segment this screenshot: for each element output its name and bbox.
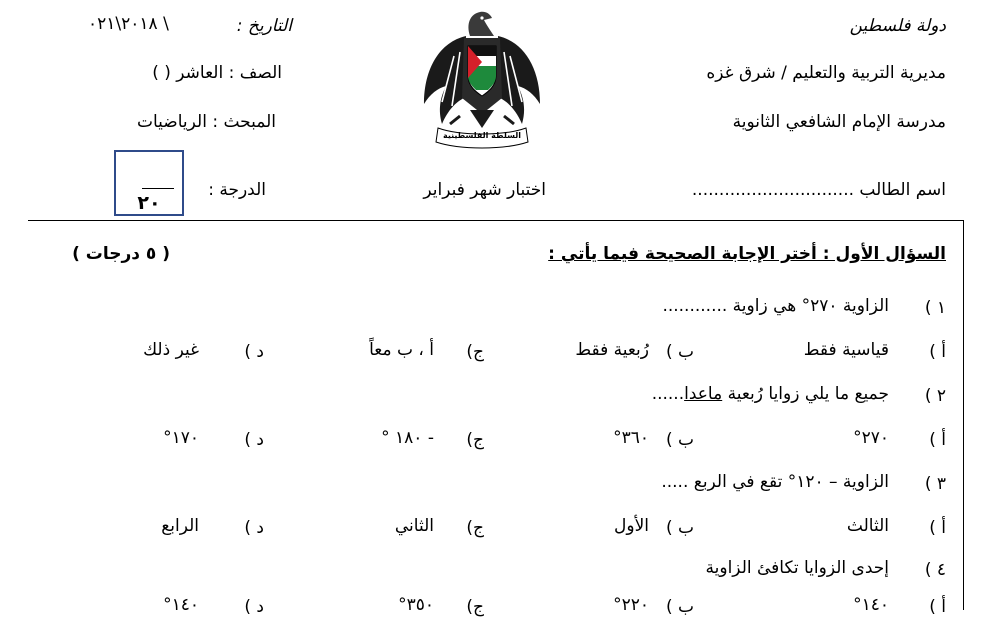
option-text: أ ، ب معاً — [369, 340, 434, 360]
option-text: ١٤٠° — [853, 595, 889, 615]
option-letter: ب ) — [665, 518, 694, 538]
option-text: الرابع — [161, 516, 199, 536]
palestinian-eagle-emblem — [420, 6, 544, 150]
option-letter: أ ) — [929, 342, 946, 362]
option-text: الثاني — [394, 516, 434, 536]
option-letter: أ ) — [929, 597, 946, 617]
eagle-emblem-icon — [420, 6, 544, 150]
option-letter: ج) — [466, 342, 484, 362]
option-text: ٢٧٠° — [853, 428, 889, 448]
option-text: ٣٥٠° — [398, 595, 434, 615]
option-letter: د ) — [244, 430, 264, 450]
question-text: جميع ما يلي زوايا رُبعية ماعدا...... — [651, 384, 889, 404]
question-text: إحدى الزوايا تكافئ الزاوية — [705, 558, 889, 578]
option-letter: د ) — [244, 597, 264, 617]
state-name: دولة فلسطين — [849, 16, 946, 36]
section-title: السؤال الأول : أختر الإجابة الصحيحة فيما يأتي : — [548, 244, 946, 264]
option-text: رُبعية فقط — [575, 340, 649, 360]
header-divider — [28, 220, 963, 221]
question-number: ٢ ) — [924, 386, 946, 406]
option-letter: ب ) — [665, 342, 694, 362]
school-name: مدرسة الإمام الشافعي الثانوية — [732, 112, 946, 132]
option-text: ٢٢٠° — [613, 595, 649, 615]
date-value: ٢٠١٨\٠٢١ \ — [88, 14, 169, 34]
option-letter: ج) — [466, 597, 484, 617]
option-letter: ج) — [466, 518, 484, 538]
grade-label: الدرجة : — [208, 180, 266, 200]
date-label: التاريخ : — [236, 16, 292, 36]
option-letter: ب ) — [665, 597, 694, 617]
option-letter: ب ) — [665, 430, 694, 450]
question-number: ١ ) — [924, 298, 946, 318]
question-number: ٤ ) — [924, 560, 946, 580]
question-number: ٣ ) — [924, 474, 946, 494]
option-text: ١٤٠° — [163, 595, 199, 615]
option-letter: ج) — [466, 430, 484, 450]
option-text: الثالث — [846, 516, 889, 536]
student-name-field: اسم الطالب .............................. — [691, 180, 946, 200]
grade-total: ٢٠ — [137, 192, 161, 214]
section-marks: ( ٥ درجات ) — [72, 244, 170, 264]
right-margin-line — [963, 220, 964, 610]
question-text: الزاوية ٢٧٠° هي زاوية ............ — [662, 296, 889, 316]
directorate-name: مديرية التربية والتعليم / شرق غزه — [706, 63, 946, 83]
emblem-caption: السلطة الفلسطينية — [443, 131, 521, 140]
option-letter: أ ) — [929, 518, 946, 538]
option-text: قياسية فقط — [803, 340, 889, 360]
option-letter: د ) — [244, 342, 264, 362]
option-text: الأول — [614, 516, 649, 536]
option-text: غير ذلك — [143, 340, 199, 360]
grade-fraction-bar — [142, 188, 174, 189]
class-label: الصف : العاشر ( ) — [152, 63, 282, 83]
subject-label: المبحث : الرياضيات — [136, 112, 276, 132]
exam-title: اختبار شهر فبراير — [423, 180, 546, 200]
option-text: ١٧٠° — [163, 428, 199, 448]
grade-box — [114, 150, 184, 216]
emphasis-except: ماعدا — [684, 384, 723, 404]
option-letter: د ) — [244, 518, 264, 538]
option-text: - ١٨٠ ° — [381, 428, 434, 448]
option-letter: أ ) — [929, 430, 946, 450]
question-text: الزاوية – ١٢٠° تقع في الربع ..... — [661, 472, 889, 492]
option-text: ٣٦٠° — [613, 428, 649, 448]
